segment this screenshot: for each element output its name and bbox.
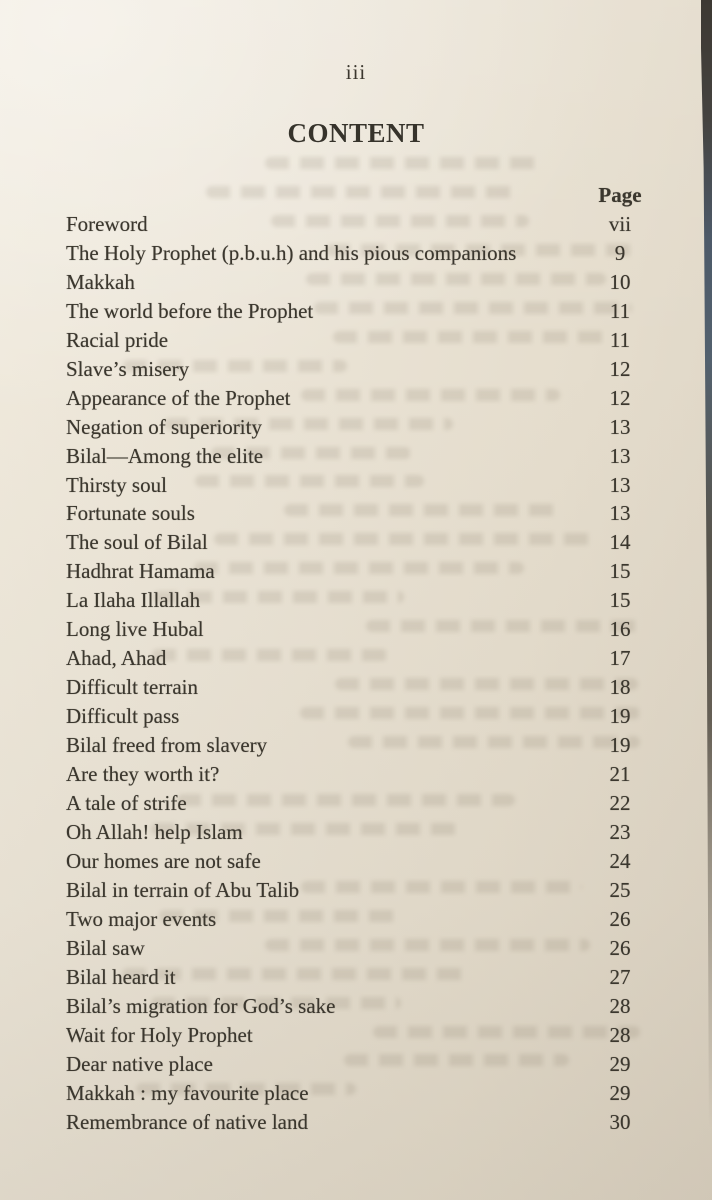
toc-entry-title: Makkah [66, 269, 135, 294]
toc-entry-title: Slave’s misery [66, 356, 190, 381]
toc-entry [66, 644, 649, 673]
toc-entry-page: 10 [609, 269, 631, 294]
toc-entry-page: 12 [609, 385, 631, 410]
toc-entry-page: 19 [609, 704, 631, 729]
toc-entry-page: 25 [609, 877, 631, 902]
toc-entry-page: 13 [609, 414, 631, 439]
toc-entry [66, 615, 649, 644]
toc-entry-page: 30 [609, 1109, 631, 1134]
toc-entry [66, 1108, 649, 1137]
toc-entry-page: 13 [609, 501, 631, 526]
toc-entry-page: 12 [609, 356, 631, 381]
toc-entry [66, 905, 649, 934]
toc-entry-title: Ahad, Ahad [66, 646, 167, 671]
toc-entry-page: 11 [609, 298, 631, 323]
page-title: CONTENT [287, 118, 425, 148]
toc-entry [66, 442, 649, 471]
toc-entry-title: Thirsty soul [66, 472, 167, 497]
toc-entry [66, 876, 649, 905]
toc-entry [66, 528, 649, 557]
toc-entry-title: Bilal freed from slavery [66, 733, 268, 758]
toc-entry-page: 23 [609, 819, 631, 844]
toc-entry-page: 28 [609, 993, 631, 1018]
toc-entry-page: 17 [609, 646, 631, 671]
toc-entry-page: 28 [609, 1022, 631, 1047]
toc-entry [66, 471, 649, 500]
toc-entry [66, 847, 649, 876]
toc-entry [66, 992, 649, 1021]
toc-entry-title: Negation of superiority [66, 414, 262, 439]
toc-entry-page: 21 [609, 762, 631, 787]
toc-entry-page: 24 [609, 848, 631, 873]
toc-entry-title: A tale of strife [66, 791, 187, 816]
toc-entry [66, 355, 649, 384]
toc-entry [66, 384, 649, 413]
toc-entry-title: Bilal heard it [66, 964, 176, 989]
toc-entry-page: 15 [609, 588, 631, 613]
toc-entry-title: Foreword [66, 211, 148, 236]
toc-entry-title: Appearance of the Prophet [66, 385, 291, 410]
folio-page-number: iii [345, 60, 367, 84]
toc-entry-title: The Holy Prophet (p.b.u.h) and his pious companions [66, 240, 517, 265]
toc-entry-page: 29 [609, 1080, 631, 1105]
toc-entry-page: 13 [609, 472, 631, 497]
toc-entry-title: Bilal saw [66, 935, 145, 960]
toc-entry-page: 19 [609, 733, 631, 758]
page-edge-shadow [701, 0, 712, 1200]
toc-entry-title: Oh Allah! help Islam [66, 819, 243, 844]
toc-entry-title: Our homes are not safe [66, 848, 261, 873]
toc-entry [66, 673, 649, 702]
toc-entry-title: Fortunate souls [66, 501, 195, 526]
toc-entry [66, 210, 649, 239]
toc-entry-title: Bilal—Among the elite [66, 443, 264, 468]
toc-entry-page: 27 [609, 964, 631, 989]
toc-entry [66, 326, 649, 355]
toc-entry-page: 9 [614, 240, 626, 265]
toc-entry-title: Bilal in terrain of Abu Talib [66, 877, 300, 902]
toc-entry [66, 239, 649, 268]
toc-entry [66, 499, 649, 528]
toc-entry [66, 1021, 649, 1050]
toc-entry-title: Difficult terrain [66, 675, 198, 700]
toc-entry-page: 14 [609, 530, 631, 555]
toc-entry [66, 934, 649, 963]
toc-entry-title: Makkah : my favourite place [66, 1080, 309, 1105]
toc-entry [66, 760, 649, 789]
toc-entry [66, 586, 649, 615]
toc-entry-page: 11 [609, 327, 631, 352]
toc-entry [66, 1079, 649, 1108]
toc-entry-title: Remembrance of native land [66, 1109, 308, 1134]
table-of-contents [66, 181, 649, 1136]
toc-entry [66, 268, 649, 297]
toc-entry-title: Difficult pass [66, 704, 180, 729]
toc-entry-page: 15 [609, 559, 631, 584]
toc-entry-page: vii [608, 211, 632, 236]
toc-column-header-row [66, 181, 649, 210]
toc-entry-page: 26 [609, 906, 631, 931]
toc-entry-title: Dear native place [66, 1051, 213, 1076]
toc-entry [66, 557, 649, 586]
toc-entry-title: Long live Hubal [66, 617, 204, 642]
toc-entry-page: 18 [609, 675, 631, 700]
toc-entry [66, 963, 649, 992]
page-column-header: Page [598, 183, 642, 207]
bleed-line [265, 157, 543, 169]
toc-entry [66, 702, 649, 731]
toc-entry-title: La Ilaha Illallah [66, 588, 201, 613]
toc-entry [66, 731, 649, 760]
toc-entry [66, 818, 649, 847]
toc-entry-page: 16 [609, 617, 631, 642]
toc-entry-title: Racial pride [66, 327, 169, 352]
toc-entry-title: The soul of Bilal [66, 530, 208, 555]
toc-entry-title: Wait for Holy Prophet [66, 1022, 253, 1047]
toc-entry-title: Hadhrat Hamama [66, 559, 215, 584]
toc-entry-page: 29 [609, 1051, 631, 1076]
toc-entry-page: 13 [609, 443, 631, 468]
toc-entry-title: Are they worth it? [66, 762, 220, 787]
toc-entry [66, 297, 649, 326]
toc-entry [66, 413, 649, 442]
toc-entry [66, 1050, 649, 1079]
toc-entry-title: Bilal’s migration for God’s sake [66, 993, 336, 1018]
toc-rows [66, 210, 649, 1137]
toc-entry [66, 789, 649, 818]
toc-entry-title: The world before the Prophet [66, 298, 314, 323]
toc-entry-page: 22 [609, 791, 631, 816]
toc-entry-page: 26 [609, 935, 631, 960]
toc-entry-title: Two major events [66, 906, 217, 931]
